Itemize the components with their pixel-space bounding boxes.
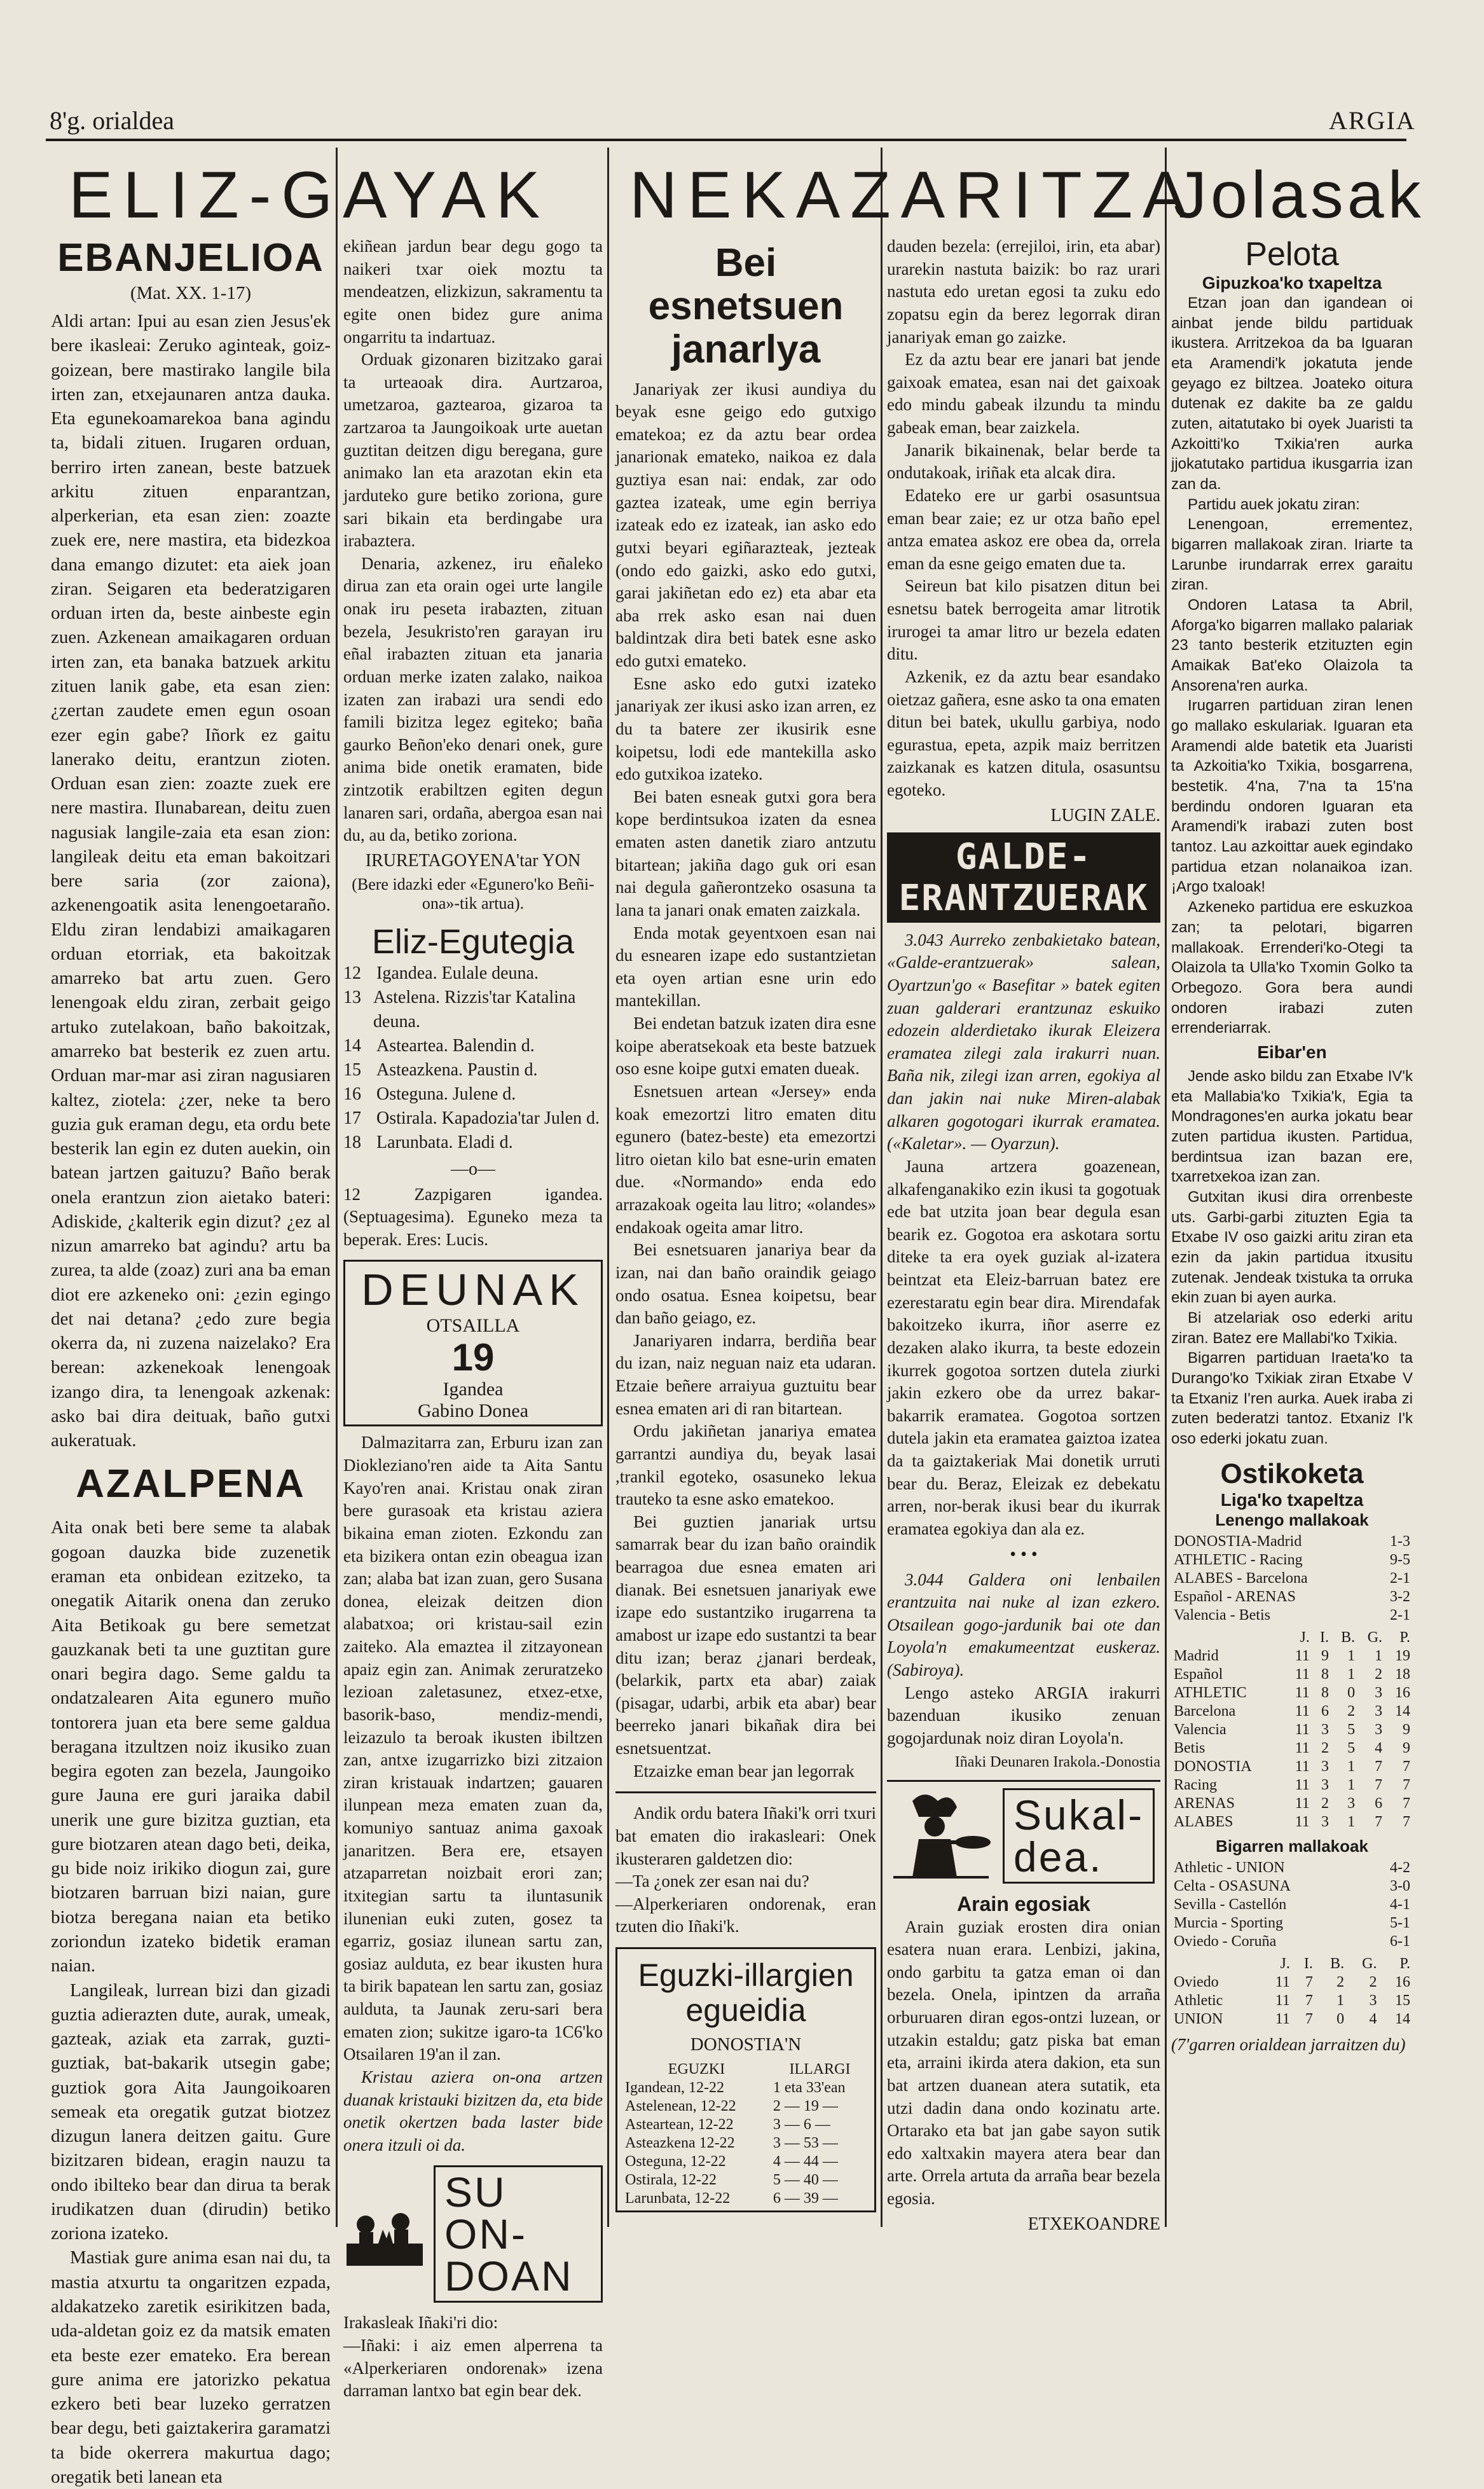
standings-row: ATHLETIC 11 8 0 3 16	[1174, 1684, 1410, 1701]
result-row: Oviedo - Coruña 6-1	[1174, 1933, 1410, 1950]
pelota-paragraph: Ondoren Latasa ta Abril, Aforga'ko bigarren mallako palariak 23 tanto besterik etzituzten egin Amaikak Bat'eko Olaizola ta Ansorena'ren aurka.	[1171, 596, 1413, 694]
standings-header: J. I. B. G. P.	[1280, 1955, 1410, 1972]
deunak-month: OTSAILLA	[426, 1315, 520, 1337]
article-paragraph: dauden bezela: (errejiloi, irin, eta abar) urarekin nastuta baizik: bo raz urari nastuta edo uretan egosi ta zuku edo zopatsu egin da berez legorrak diran janariyak eman go zaizke.	[887, 237, 1160, 347]
continued-note: (7'garren orialdean jarraitzen du)	[1171, 2034, 1406, 2054]
standings-row: Athletic 11 7 1 3 15	[1174, 1992, 1410, 2009]
author-signature: Iñaki Deunaren Irakola.-Donostia	[954, 1753, 1160, 1770]
pelota-paragraph: Gutxitan ikusi dira orrenbeste uts. Garbi-garbi zituzten Egia ta Etxabe IV oso gaizki aritu ziran eta ezin da jakin partidua itxusitu zutenak. Jendeak txistuka ta orruka ekin zuan bi ayen aurka.	[1171, 1188, 1413, 1307]
section-heading-nekazaritza: NEKAZARITZA	[629, 158, 1197, 232]
sun-moon-table	[622, 2060, 869, 2208]
article-paragraph: Etzaizke eman bear jan legorrak	[633, 1761, 855, 1781]
column-rule	[1165, 148, 1167, 2227]
sukaldea-subtitle: Arain egosiak	[957, 1892, 1090, 1915]
table-row: Astearteаn, 12-22 3 — 6 —	[625, 2116, 830, 2134]
answer-text: Jauna artzera goazenean, alkafenganakiko ezin ikusi ta gogotuak ede bat utzita joan bear degula esan bearik ez. Gogotoa era askotara sortu diteke ta era oyek guziak al-izatera beintzat eta Eleiz-barruan batez ere ezerestaratu egin bear dira. Mirendafak bakoitzeko ikurra, iñor aserre ez dezaken alako ikurra, ta beste edozein ikurrek gogotoa sortzen dutela ziurki jakin ezkero obe da urrez bakar-bakarrik eramatea. Gogotoa sortzen dutela jakin eta eramatea gaiztoa izatea da ta gaiztakeriak Mai donetik urruti bear du. Beraz, Eleizak ez debekatu arren, nor-berak ikusi bear du ikurrak eramatea egokiya dan ala ez.	[887, 1156, 1160, 1538]
result-row: Murcia - Sporting 5-1	[1174, 1914, 1410, 1931]
header-rule	[46, 139, 1406, 141]
standings-row: Betis 11 2 5 4 9	[1174, 1739, 1410, 1756]
pelota-title: Pelota	[1245, 236, 1339, 273]
su-ondoan-dialogue: —Ta ¿onek zer esan nai du?	[615, 1872, 809, 1891]
deunak-dayname: Igandea	[443, 1379, 504, 1400]
article-paragraph: Janariyaren indarra, berdiña bear du izan, naiz neguan naiz eta udaran. Etzaie beñere arraiyua guztuitu bear esnea ematen ari di ran bitartean.	[615, 1330, 876, 1418]
article-paragraph: Bei endetan batzuk izaten dira esne koipe aberatsekoak eta beste batzuek oso esne koipe gutxi ematen dueak.	[615, 1014, 876, 1079]
deunak-moral: Kristau aziera on-ona artzen duanak kristauki bizitzen da, eta bide onetik okertzen bada laster bide onera itzuli oi da.	[343, 2067, 603, 2155]
sukaldea-title: Sukal- dea.	[1003, 1788, 1155, 1884]
article-paragraph: Bei baten esneak gutxi gora bera kope berdintsukoa izaten da esnea ematen asten danetik ziaro antzutu bitartean; jakiña dago guk ori esan nai degula gañerontzeko osasuna ta lana ta janari onak ematen zaizkala.	[615, 787, 876, 920]
calendar-item: 14 Astearteа. Balendin d.	[343, 1036, 535, 1056]
standings-row: Oviedo 11 7 2 2 16	[1174, 1973, 1410, 1990]
table-row: Asteazkena 12-22 3 — 53 —	[625, 2135, 838, 2152]
result-row: ALABES - Barcelona 2-1	[1174, 1569, 1410, 1587]
author-note: (Bere idazki eder «Egunero'ko Beñi-ona»-tik artua).	[352, 874, 594, 913]
standings-row: ALABES 11 3 1 7 7	[1174, 1813, 1410, 1830]
standings-row: Madrid 11 9 1 1 19	[1174, 1647, 1410, 1664]
division-1-standings	[1171, 1629, 1413, 1831]
page-number: 8'g. orialdea	[50, 106, 175, 135]
division-1-subtitle: Lenengo mallakoak	[1215, 1510, 1369, 1529]
azalpena-title: AZALPENA	[76, 1462, 306, 1507]
author-signature: IRURETAGOYENA'tar YON	[365, 850, 581, 871]
standings-row: UNION 11 7 0 4 14	[1174, 2010, 1410, 2027]
table-row: Astelenean, 12-22 2 — 19 —	[625, 2098, 838, 2115]
deunak-title: DEUNAK	[361, 1265, 585, 1315]
result-row: Athletic - UNION 4-2	[1174, 1859, 1410, 1876]
eliz-egutegia-title: Eliz-Egutegia	[371, 922, 575, 961]
author-signature: LUGIN ZALE.	[1050, 805, 1160, 825]
pelota-paragraph: Bigarren partiduan Iraeta'ko ta Durango'ko Txikiak ziran Etxabe V ta Etxaniz I'ren aurka. Auek iraba zi zuten bederatzi tantoz. Etxaniz I'k oso ederki jokatu zuan.	[1171, 1349, 1413, 1447]
column-4	[887, 235, 1160, 2234]
article-paragraph: Ez da aztu bear ere janari bat jende gaixoak ematea, esan nai det gaixoak edo mindu gabeak ilzundu ta mindu gabeak eman, bear zaizkela.	[887, 350, 1160, 437]
standings-row: DONOSTIA 11 3 1 7 7	[1174, 1758, 1410, 1775]
calendar-item: 12 Igandea. Eulale deuna.	[343, 963, 539, 983]
calendar-item: 16 Osteguna. Julene d.	[343, 1084, 516, 1105]
column-3	[615, 235, 876, 2226]
section-heading-jolasak: Jolasak	[1174, 158, 1425, 232]
standings-row: Español 11 8 1 2 18	[1174, 1665, 1410, 1683]
calendar-item: 13 Astelena. Rizzis'tar Katalina deuna.	[343, 987, 576, 1032]
gospel-text: Aldi artan: Ipui au esan zien Jesus'ek bere ikasleai: Zeruko aginteak, goiz-goizean, bere mastirako langile bila irten zan, etxejaunaren antza dauka. Eta egunekoamarekoa bana agindu ta, bidali zituen. Irugaren orduan, berriro irten zanean, beste batzuek arkitu zituen enparantzan, alperkerian, eta esan zien: zoazte zuek ere, nere mastira, eta bidezkoa dana emango dizutet: eta aiek joan ziran. Seigaren eta bederatzigaren orduan irten da, beste ainbeste egin zuen. Azkenean amaikagaren orduan irten zan, eta banaka batzuek arkitu zituen lanik gabe, eta esan zien: ¿zertan zaudete emen egun osoan ezer egin gabe? Iñork ez gaitu lanerako deitu, erantzun zioten. Orduan esan zien: zoazte zuek ere nere mastira. Ilunabarean, deitu zuen nagusiak langile-zaia eta esan zion: langileak deitu eta eman bakoitzari bere saria (zor zaiona), azkenengoatik asita lenengoetaraño. Eldu ziran lendabizi amaikagaren orduan etorriak, eta bakoitzak amarreko bat artu zuen. Gero lenengoak eldu ziran, zerbait geigo artuko zutelakoan, baño bakoitzak, amarreko bat besterik ez zuen artu. Orduan mar-mar asi ziran nagusiaren kaltez, ziotela: ¿zer, neke ta bero guzia guk eraman degu, eta ordu bete besterik lan egin ez duten auekin, oin batean jartzen gaituzu? Baño berak onela erantzun zion aietako bateri: Adiskide, ¿kalterik egin dizut? ¿ez al nizun amarreko bat agindu? artu ba zurea, ta alde (zoaz) zuri ana ba eman diot ere azkeneko oni: ¿ezin egingo det nai detana? ¿edo zure begia okerra da, ni zuzena naizelako? Era berean: azkenekoak lenengoak izango dira, ta lenengoak azkenak: asko bai dira deituak, baño gutxi aukeratuak.	[51, 311, 331, 1451]
answer-text: Lengo asteko ARGIA irakurri bazenduan ikusiko zenuan gogojardunak noiz diran Loyola'n.	[887, 1683, 1160, 1748]
author-signature: ETXEKOANDRE	[1027, 2214, 1160, 2234]
separator-dots: • • •	[1010, 1544, 1038, 1564]
su-ondoan-intro: Irakasleak Iñaki'ri dio:	[343, 2313, 498, 2333]
pelota-paragraph: Lenengoan, errementez, bigarren mallakoak ziran. Iriarte ta Larunbe irundarrak errex garaitu ziran.	[1171, 516, 1413, 594]
division-2-results	[1171, 1859, 1413, 1951]
result-row: Celta - OSASUNA 3-0	[1174, 1877, 1410, 1894]
standings-row: ARENAS 11 2 3 6 7	[1174, 1795, 1410, 1812]
table-row: Osteguna, 12-22 4 — 44 —	[625, 2153, 838, 2170]
division-2-subtitle: Bigarren mallakoak	[1216, 1836, 1368, 1856]
pelota-paragraph: Bi atzelariak oso ederki aritu ziran. Batez ere Mallabi'ko Txikia.	[1171, 1309, 1413, 1347]
article-paragraph: Edateko ere ur garbi osasuntsua eman bear zaie; ez ur otza baño epel antza ematea askoz ere obea da, orrela eman da esne geigo ematen due ta.	[887, 485, 1160, 573]
su-ondoan-heading	[343, 2165, 603, 2303]
question-text: 3.044 Galdera oni lenbailen erantzuita nai nuke al izan ezkero. Otsailean gogo-jardunik bai ote dan Loyola'n emakumeentzat euskeraz. (Sabiroya).	[887, 1569, 1160, 1679]
divider	[615, 1791, 876, 1793]
article-paragraph: Janariyak zer ikusi aundiya du beyak esne geigo edo gutxigo ematekoa; ez da aztu bear ordea janarionak emateko, naikoa ez dala guztiya esan nai: endak, zar odo gaztea izateak, ume egin berriya izateak edo ez izateak, ian asko edo gutxi beyari egiñarazteak, jezteak (ondo edo gaizki, asko edo gutxi, garai jakiñetan edo ez) eta abar eta aba rrek asko esan nai duen baldintzak dira beti batek esne asko edo gutxi emateko.	[615, 379, 876, 671]
recipe-text: Arain guziak erosten dira onian esatera nuan erara. Lenbizi, jakina, ondo garbitu ta gatza eman oi dan bezela. Onela, ipintzen da arraña orburuaren diran egos-ontzi luzean, or utzakin estaldu; gatz piska bat eman eta, arraini ikirda atera dakion, eta sun bat artzen duanean atera sutatik, eta utzi dadin dana ondo kozinatu arte. Ortarako eta bat jan gabe sayon sutik edo xaltxakin mayera atera bear dan arte. Orrela artuta da arraña bear bezela egosia.	[887, 1917, 1160, 2208]
section-heading-eliz-gayak: ELIZ-GAYAK	[69, 158, 551, 232]
azalpena-continued: Denaria, azkenez, iru eñaleko dirua zan eta orain ogei urte langile onak iru peseta irabazten, zituan bezela, Jesukristo'ren garayan iru eñal irabazten zituan eta janaria orduan merke izaten zalako, naikoa izaten zan irabazi ura sendi edo famili bizitza legez egiteko; baña gaurko Beñon'eko denari onek, gure anima bide onetik eramaten, bide zintzotik erabiltzen egiten degun lanaren sari, ordaña, abergoa esan nai du, au da, betiko zoriona.	[343, 553, 603, 845]
pelota-paragraph: Irugarren partiduan ziran lenen go mallako eskulariak. Iguaran eta Aramendi alde batetik eta Juaristi ta Azkoitia'ko Txikia, bosgarrena, bestetik. 4'na, 7'na ta 15'na berdindu ondoren Iguaran eta Aramendi'k irabazi zuten bost tantoz. Lau azkoittar auek egindako partidua etzan nolanaikoa izan. ¡Argo txaloak!	[1171, 697, 1413, 896]
column-header: EGUZKI	[668, 2061, 725, 2078]
liga-subtitle: Liga'ko txapeltza	[1220, 1489, 1364, 1510]
pelota-paragraph: Partidu auek jokatu ziran:	[1188, 495, 1360, 513]
article-paragraph: Bei esnetsuaren janariya bear da izan, nai dan baño oraindik geiago ondo osatua. Esnea koipetsu, bear dan baño geiago, ez.	[615, 1240, 876, 1328]
eguzki-illargien-box	[615, 1947, 876, 2212]
article-paragraph: Esne asko edo gutxi izateko janariyak zer ikusi asko izan arren, ez du ta batere zer ikusirik esne koipetsu, lodi ede mantekilla asko edo gutxikoa izateko.	[615, 673, 876, 784]
table-row: Igandean, 12-22 1 eta 33'ean	[625, 2079, 846, 2097]
azalpena-continued: Orduak gizonaren bizitzako garai ta urteaoak dira. Aurtzaroa, umetzaroa, gaztearoa, gizaroa ta zartzaroa ta Jaungoikoak urte auetan guztitan deitzen digu beregana, gure animako lan eta arazotan ekin eta jarduteko gure betiko zoriona, gure sari bikain eta berdingabe ura irabaztera.	[343, 350, 603, 551]
calendar-separator: —o—	[451, 1159, 495, 1179]
table-row: Larunbata, 12-22 6 — 39 —	[625, 2190, 838, 2207]
ostikoketa-title: Ostikoketa	[1220, 1458, 1364, 1489]
su-ondoan-continued: Andik ordu batera Iñaki'k orri txuri bat ematen dio irakasleari: Onek ikusteraren galdetzen dio:	[615, 1803, 876, 1868]
eibar-subtitle: Eibar'en	[1257, 1042, 1327, 1062]
pelota-paragraph: Etzan joan dan igandean oi ainbat jende bildu partiduak ikustera. Arritzekoa da ba Iguaran eta Aramendi'k jokatuta jende geyago ez biltzea. Joateko oitura dutenak ez dakite ba ze galdu zuten, aitatutako bi oyek Juaristi ta Azkoitti'ko Txikia'ren aurka jjokatutako partidua ikusgarria izan zan da.	[1171, 294, 1413, 493]
article-paragraph: Seireun bat kilo pisatzen ditun bei esnetsu batek berrogeita amar litrotik irurogei ta amar litro ur bezela edaten ditu.	[887, 576, 1160, 664]
pelota-paragraph: Azkeneko partidua ere eskuzkoa zan; ta pelotari, bigarren mallakoak. Errenderi'ko-Otegi ta Olaizola ta Ulla'ko Txomin Golko ta Orbegozo. Gora bera aundi ondoren irabazi zuten errenderiarrak.	[1171, 899, 1413, 1037]
esnetsuen-headline: Bei esnetsuen janarlya	[648, 241, 844, 372]
article-paragraph: Esnetsuen artean «Jersey» enda koak emezortzi litro ematen ditu egunero (batez-beste) eta emezortzi litro oietan kilo bat esne-urin ematen due. «Normando» enda edo arrazakoak ogeita lau litro; «olandes» endakoak ogeita amar litro.	[615, 1081, 876, 1237]
article-paragraph: Ordu jakiñetan janariya ematea garrantzi aundiya du, beyak lasai ,trankil egoteko, osasuneko lekua trauteko ta esne asko ematekoo.	[615, 1421, 876, 1509]
column-rule	[607, 148, 609, 2227]
article-paragraph: Bei guztien janariak urtsu samarrak bear du izan baño oraindik bearragoa due esnea ematen ari dianak. Bei esnetsuen janariyak ewe izape edo sustantziko irugarrena ta amabost ur izape edo sustantzi ta bear ditu izan; beraz ¿janari berdeak, (belarkik, partx eta abar) zaiak (pisagar, udarbi, arbik eta abar) bear beerreko janari bikañak dira bei esnetsuentzat.	[615, 1512, 876, 1758]
column-2	[343, 235, 603, 2401]
azalpena-paragraph: Mastiak gure anima esan nai du, ta mastia atxurtu ta ongaritzen ezpada, aldakatzeko zaretik esirikitzen bada, uda-aldetan goiz ez da matsik ematen eta beste ezer emateko. Era berean gure anima ere jatorizko pekatua ezkero beti bear luzeko gerratzen bear degu, beti gaiztakerira garamatzi ta bide okerrera makurtua dago; oregatik beti lanean eta	[51, 2247, 331, 2487]
result-row: ATHLETIC - Racing 9-5	[1174, 1551, 1410, 1568]
column-5	[1171, 235, 1413, 2226]
article-paragraph: Azkenik, ez da aztu bear esandako oietzaz gañera, esne asko ta ona ematen ditun bei batek, ukullu garbiya, nodo egurastua, epeta, azpik maiz berritzen zaizkanak es katzen ditula, osasuntsu egoteko.	[887, 666, 1160, 799]
result-row: Español - ARENAS 3-2	[1174, 1588, 1410, 1605]
column-rule	[336, 148, 338, 2227]
division-2-standings	[1171, 1955, 1413, 2029]
cook-illustration-icon	[887, 1788, 995, 1884]
su-ondoan-dialogue: —Alperkeriaren ondorenak, eran tzuten dio Iñaki'k.	[615, 1894, 876, 1936]
azalpena-continued: ekiñean jardun bear degu gogo ta naikeri txar oiek moztu ta mendeatzen, elizkizun, sakramentu ta egite onen bidez gure anima ongarritu ta indartuaz.	[343, 237, 603, 347]
calendar-item: 17 Ostirala. Kapadozia'tar Julen d.	[343, 1108, 600, 1129]
article-paragraph: Enda motak geyentxoen esan nai du esnearen izape edo sustantzietan eta oyen artian esne urin edo mantekillan.	[615, 923, 876, 1010]
division-1-results	[1171, 1533, 1413, 1625]
gospel-reference: (Mat. XX. 1-17)	[130, 283, 252, 303]
standings-row: Barcelona 11 6 2 3 14	[1174, 1702, 1410, 1720]
calendar-item: 18 Larunbata. Eladi d.	[343, 1133, 513, 1153]
article-paragraph: Janarik bikainenak, belar berde ta ondutakoak, iriñak eta alcak dira.	[887, 440, 1160, 483]
standings-header: J. I. B. G. P.	[1300, 1629, 1410, 1646]
result-row: Valencia - Betis 2-1	[1174, 1606, 1410, 1624]
calendar-note: 12 Zazpigaren igandea. (Septuagesima). Eguneko meza ta beperak. Eres: Lucis.	[343, 1184, 603, 1249]
pelota-subtitle: Gipuzkoa'ko txapeltza	[1202, 273, 1382, 293]
calendar-item: 15 Asteazkena. Paustin d.	[343, 1060, 538, 1080]
standings-row: Racing 11 3 1 7 7	[1174, 1776, 1410, 1793]
deunak-day: 19	[451, 1336, 495, 1379]
deunak-box	[343, 1260, 603, 1426]
deunak-text: Dalmazitarra zan, Erburu izan zan Diokleziano'ren aide ta Aita Santu Kayo'ren anai. Kristau onak ziran bere gurasoak eta kristau aziera bikaina eman zioten. Ezkondu zan eta bizikera ontan ezin obeagua izan zan; alaba bat izan zuan, gero Susana donea, eleizak deitzen dion alabatxoa; ori kristau-sail ezin zaiteko. Ala emaztea il zitzayonean apaiz egin zan. Animak zeruratzeko lezioan zaletasunez, etxez-etxe, basorik-baso, mendiz-mendi, leizazulo ta beroak ikusten ibiltzen zan, antxe izugarrizko bizi zitzaion ziran kristauak indartzen; gauaren ilunpean meza ematen zuan da, komuniyo santuaz anima gaxoak janaritzen. Bera ere, etsayen atzaparretan noizbait erori zan; itxitegian sartu ta iluntasunik ilunenian euki zuten, gosez ta egarriz, gosiaz ilunean sartu zan, gosiaz aulduta, ez bear ikusten hura ta birik bapatean len sartu zan, gosiaz aulduta, ta Jaunak zeru-sari bera ematen zion; sukitze igaro-ta 1C6'ko Otsailaren 19'an il zan.	[343, 1433, 603, 2064]
table-row: Ostirala, 12-22 5 — 40 —	[625, 2172, 838, 2189]
masthead: ARGIA	[1329, 106, 1416, 135]
galde-erantzuerak-banner: GALDE-ERANTZUERAK	[887, 832, 1160, 923]
column-header: ILLARGI	[789, 2061, 851, 2078]
azalpena-paragraph: Aita onak beti bere seme ta alabak gogoan dauzka bide zuzenetik eraman eta onbidean ezitzeko, ta onegatik Aitarik onena dan zeruko Aita Betikoak gu bere semetzat gauzkanak beti ta une guztitan gure onari begira dago. Seme galdu ta ondatzalearen Aita egunero muño tontorera juan eta bere seme galdua beragana itzultzen noiz ikusiko zuan begira egoten zan bezela, Jaungoiko gure Jauna ere guri jaraika dabil unerik une gure bizitza guztian, eta gure biotzaren atean dago beti, deika, gu bide noiz irikiko diogun zai, gure biotzaren barruan bizi naian, gure biotza beregana naian eta betiko zoriondun izateko bidetik eraman naian.	[51, 1517, 331, 1976]
eguzki-place: DONOSTIA'N	[690, 2034, 802, 2055]
result-row: Sevilla - Castellón 4-1	[1174, 1896, 1410, 1913]
eguzki-headline: Eguzki-illargien egueidia	[638, 1957, 854, 2029]
standings-row: Valencia 11 3 5 3 9	[1174, 1721, 1410, 1738]
column-1	[51, 235, 331, 2487]
liturgical-calendar	[343, 962, 603, 1155]
column-rule	[881, 148, 883, 2227]
pelota-paragraph: Jende asko bildu zan Etxabe IV'k eta Mallabia'ko Txikia'k, Egia ta Mondragones'en aurka jokatu bear zuten partidua ikusten. Partidua, berdintsua izan bazan ere, txarretxekoa izan zan.	[1171, 1067, 1413, 1186]
ebanjelioa-title: EBANJELIOA	[57, 236, 324, 280]
fireside-illustration-icon	[343, 2199, 426, 2269]
azalpena-paragraph: Langileak, lurrean bizi dan gizadi guztia adierazten dute, aurak, umeak, gazteak, aziak eta zarrak, guzti-guztiak, bat-bakarik utsegin gabe; guztiok gora Aita Jaungoikoaren semeak eta oregatik gutzat biotzez dizugun lanera deitzen gaitu. Gure bizitzaren bidean, eragin nauzu ta ondo ibilteko bear dan dirua ta berak irudikatzen duan (dirudin) betiko zoriona izateko.	[51, 1980, 331, 2244]
su-ondoan-title: SU ON- DOAN	[434, 2165, 603, 2303]
deunak-saint: Gabino Donea	[417, 1400, 529, 1422]
question-text: 3.043 Aurreko zenbakietako batean, «Galde-erantzuerak» salean, Oyartzun'go « Basefitar » batek egiten zuan galderari erantzunaz eskuiko edozein alderdietako ikurak Eleizera eramatea zilegi zala irakurri nuan. Baña nik, zilegi izan arren, egokiya al dan jakin nai nuke Miren-alabak alkaren gogotogari ikurrak eramatea. («Kaletar». — Oyarzun).	[887, 930, 1160, 1154]
result-row: DONOSTIA-Madrid 1-3	[1174, 1533, 1410, 1550]
sukaldea-heading	[887, 1780, 1160, 1884]
su-ondoan-dialogue: —Iñaki: i aiz emen alperrena ta «Alperkeriaren ondorenak» izena darraman lantxo bat egin bear dek.	[343, 2336, 603, 2401]
